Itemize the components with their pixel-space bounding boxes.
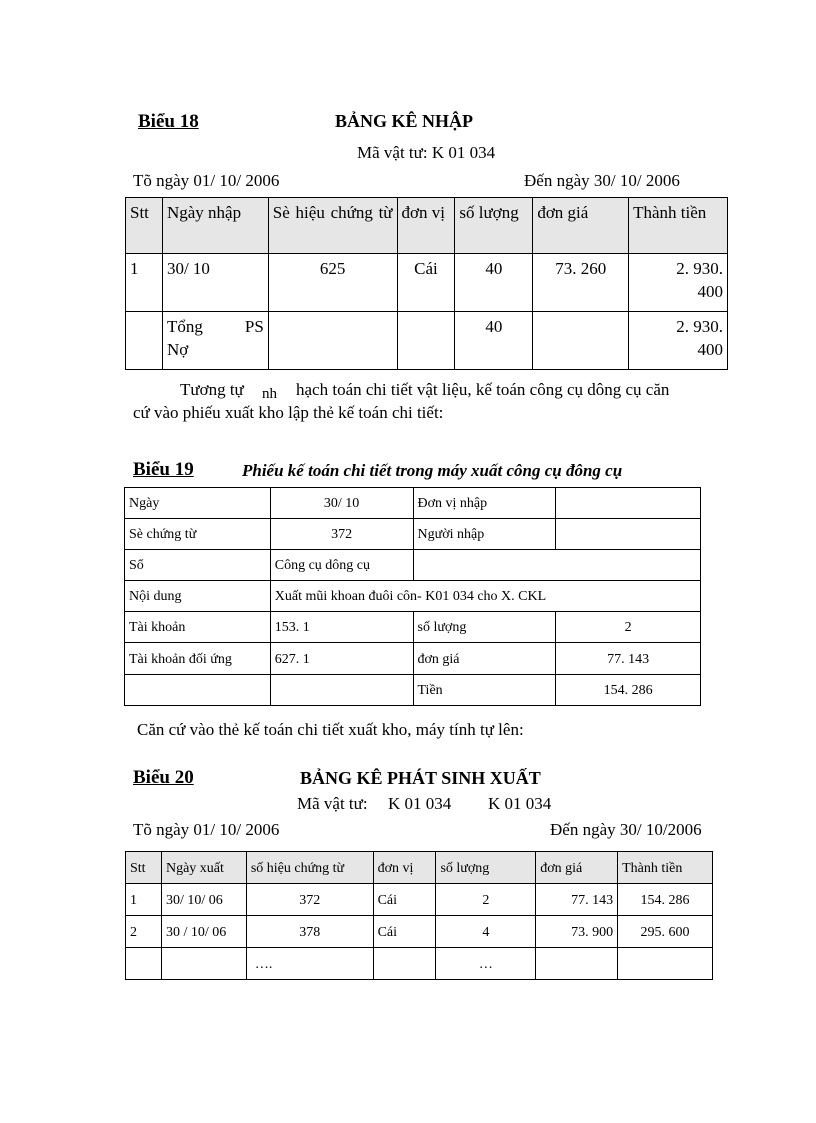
label-cell: Tài khoản [125,612,271,643]
value-cell [413,550,701,581]
table-header-row [126,852,713,884]
header-cell: Stt [126,852,162,884]
bieu-19-title: Phiếu kế toán chi tiết trong máy xuất công cụ đông cụ [242,461,623,480]
label-cell: Tiền [413,675,556,706]
table-row [125,675,701,706]
cell-date [161,948,246,980]
bieu-19-table [124,487,701,706]
header-cell: Stt [126,198,163,254]
header-cell: Ngày xuất [161,852,246,884]
cell-stt [126,312,163,370]
value-cell: 30/ 10 [270,488,413,519]
cell-doc [268,312,397,370]
value-cell: 153. 1 [270,612,413,643]
bieu-18-table [125,197,728,370]
paragraph-1-line-1a: Tương tự [180,380,244,399]
label-cell: Tài khoản đối ứng [125,643,271,675]
cell-unit [397,312,455,370]
paragraph-1-fragment: nh [262,386,277,402]
cell-price: 73. 900 [536,916,618,948]
cell-doc: 378 [246,916,373,948]
paragraph-1-line-1c: hạch toán chi tiết vật liệu, kế toán công cụ dông cụ căn [296,380,670,399]
cell-amount: 295. 600 [618,916,713,948]
cell-date: 30 / 10/ 06 [161,916,246,948]
table-row [126,916,713,948]
bieu-20-from-date: Tõ ngày 01/ 10/ 2006 [133,820,280,839]
paragraph-1-line-2: cứ vào phiếu xuất kho lập thẻ kế toán chi tiết: [133,403,444,422]
table-row [126,884,713,916]
header-cell: đơn vị [397,198,455,254]
header-cell: đơn giá [533,198,629,254]
bieu-20-material-label: Mã vật tư: [297,794,368,813]
table-row [125,519,701,550]
cell-qty: 4 [436,916,536,948]
header-cell: Thành tiền [618,852,713,884]
cell-price [536,948,618,980]
value-cell: 154. 286 [556,675,701,706]
cell-qty: … [436,948,536,980]
cell-total-label: Tổng PS Nợ [162,312,268,370]
header-cell: số lượng [436,852,536,884]
table-total-row [126,312,728,370]
bieu-20-label: Biểu 20 [133,767,194,788]
table-row [125,581,701,612]
label-cell: Nội dung [125,581,271,612]
cell-doc: 372 [246,884,373,916]
cell-qty: 40 [455,312,533,370]
cell-price: 77. 143 [536,884,618,916]
cell-amount: 154. 286 [618,884,713,916]
cell-qty: 2 [436,884,536,916]
cell-date: 30/ 10 [162,254,268,312]
paragraph-2: Căn cứ vào thẻ kế toán chi tiết xuất kho, máy tính tự lên: [137,720,524,739]
cell-stt: 1 [126,884,162,916]
cell-doc: 625 [268,254,397,312]
value-cell: Xuất mũi khoan đuôi côn- K01 034 cho X. CKL [270,581,700,612]
bieu-20-title: BẢNG KÊ PHÁT SINH XUẤT [300,768,541,788]
cell-price [533,312,629,370]
bieu-18-label: Biểu 18 [138,111,199,132]
label-cell: Người nhập [413,519,556,550]
bieu-18-title: BẢNG KÊ NHẬP [335,111,474,131]
cell-unit: Cái [397,254,455,312]
cell-amount: 2. 930. 400 [629,254,728,312]
table-row [125,643,701,675]
cell-unit: Cái [373,916,436,948]
value-cell: 627. 1 [270,643,413,675]
header-cell: Sè hiệu chứng từ [268,198,397,254]
label-cell: Sổ [125,550,271,581]
table-row [126,254,728,312]
bieu-18-material: Mã vật tư: K 01 034 [357,143,496,162]
header-cell: đơn giá [536,852,618,884]
cell-stt: 1 [126,254,163,312]
header-cell: đơn vị [373,852,436,884]
table-row [125,612,701,643]
bieu-20-material-code-2: K 01 034 [488,794,552,813]
header-cell: Thành tiền [629,198,728,254]
bieu-18-to-date: Đến ngày 30/ 10/ 2006 [524,171,680,190]
cell-unit: Cái [373,884,436,916]
table-row [126,948,713,980]
bieu-20-to-date: Đến ngày 30/ 10/2006 [550,820,702,839]
cell-amount: 2. 930. 400 [629,312,728,370]
value-cell: Công cụ dông cụ [270,550,413,581]
value-cell: 372 [270,519,413,550]
cell-qty: 40 [455,254,533,312]
bieu-20-material-code-1: K 01 034 [388,794,452,813]
header-cell: số hiệu chứng từ [246,852,373,884]
cell-stt [126,948,162,980]
cell-price: 73. 260 [533,254,629,312]
cell-amount [618,948,713,980]
label-cell: Ngày [125,488,271,519]
cell-doc: …. [246,948,373,980]
value-cell [270,675,413,706]
cell-stt: 2 [126,916,162,948]
header-cell: số lượng [455,198,533,254]
value-cell: 2 [556,612,701,643]
value-cell [556,519,701,550]
label-cell: đơn giá [413,643,556,675]
bieu-19-label: Biểu 19 [133,459,194,480]
value-cell: 77. 143 [556,643,701,675]
header-cell: Ngày nhập [162,198,268,254]
cell-date: 30/ 10/ 06 [161,884,246,916]
table-row [125,488,701,519]
table-header-row [126,198,728,254]
label-cell [125,675,271,706]
table-row [125,550,701,581]
label-cell: số lượng [413,612,556,643]
bieu-20-table [125,851,713,980]
bieu-18-from-date: Tõ ngày 01/ 10/ 2006 [133,171,280,190]
value-cell [556,488,701,519]
label-cell: Sè chứng từ [125,519,271,550]
cell-unit [373,948,436,980]
label-cell: Đơn vị nhập [413,488,556,519]
